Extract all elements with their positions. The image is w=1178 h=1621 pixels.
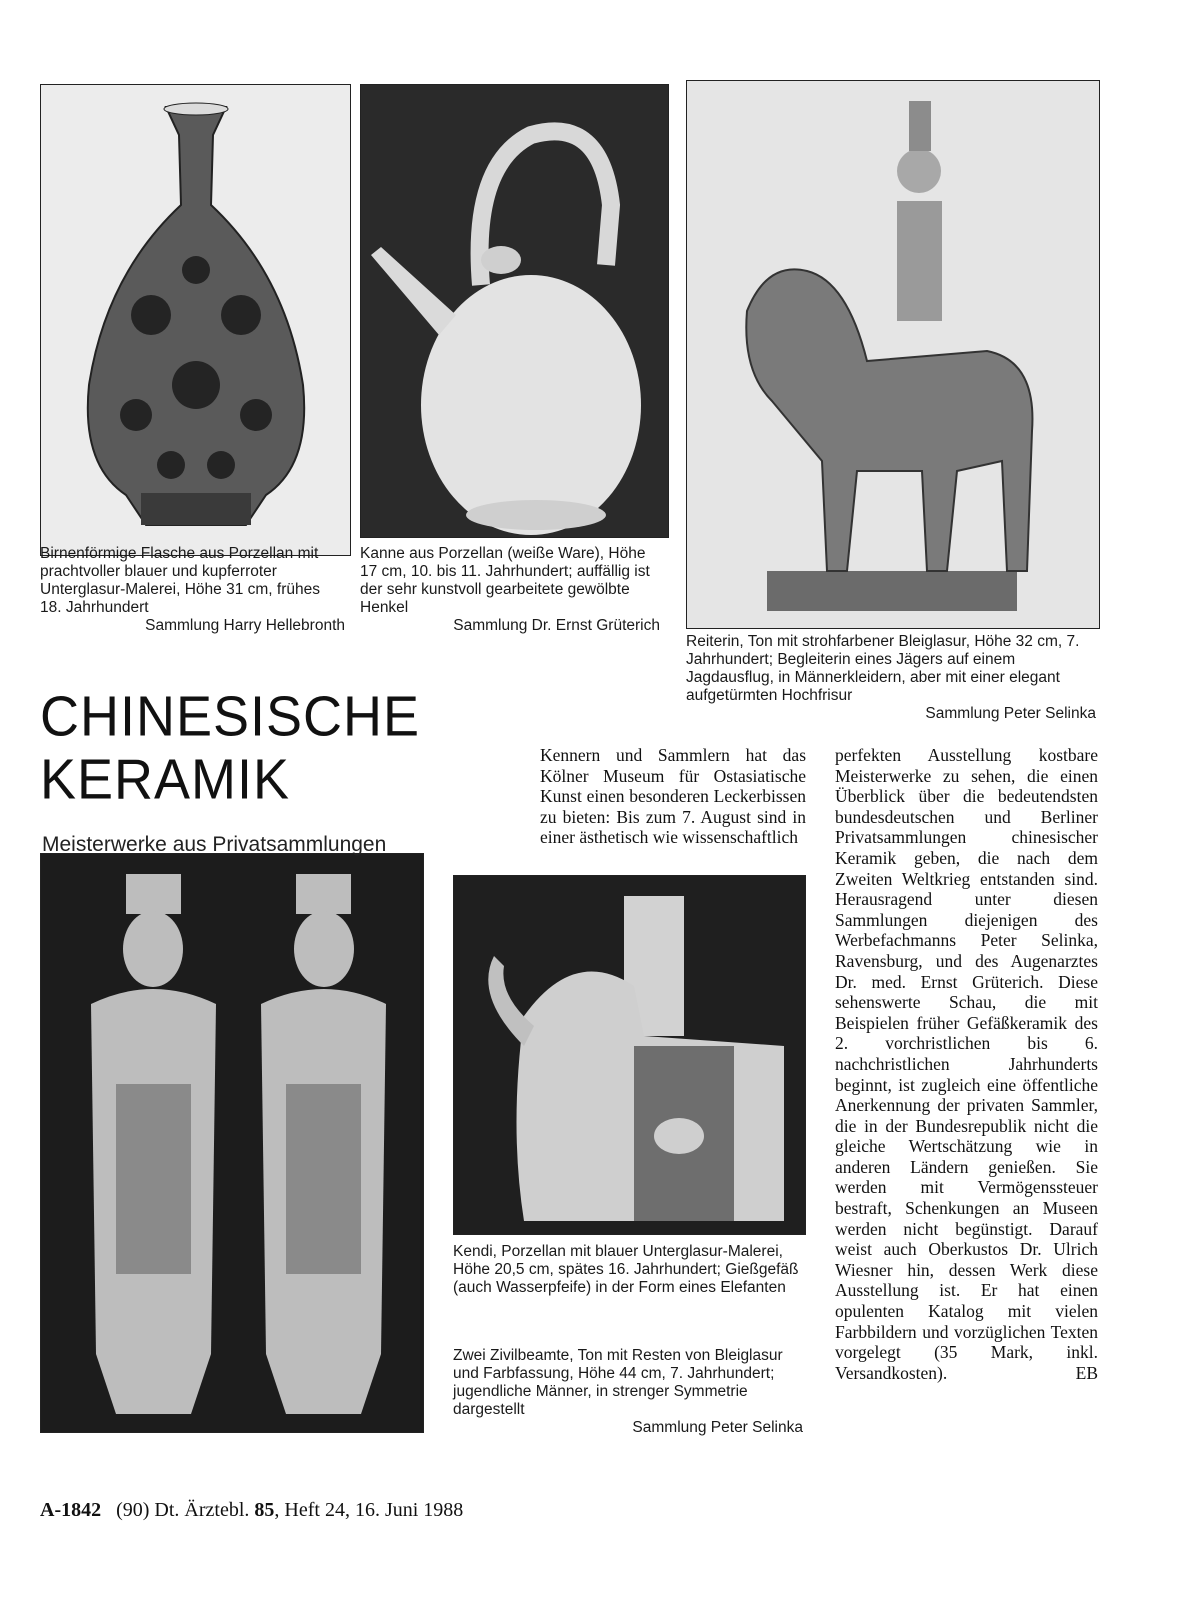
body-column-2 [835,745,1098,1384]
title-line-1: CHINESISCHE [40,685,421,748]
page-number: A-1842 [40,1499,102,1521]
volume-number: 85 [254,1499,275,1521]
ewer-caption [360,545,660,635]
author-signature: EB [1075,1363,1098,1384]
officials-photo [40,853,424,1433]
ewer-caption-text: Kanne aus Porzellan (weiße Ware), Höhe 17 cm, 10. bis 11. Jahrhundert; auffällig ist der sehr kunstvoll gearbeitete gewölbte Henkel [360,545,650,616]
vase-caption-text: Birnenförmige Flasche aus Porzellan mit prachtvoller blauer und kupferroter Unterglasur-Malerei, Höhe 31 cm, frühes 18. Jahrhundert [40,545,320,616]
article-title [40,685,420,811]
rider-caption-credit: Sammlung Peter Selinka [925,705,1096,722]
ewer-photo [360,84,669,538]
body-column-2-text: perfekten Ausstellung kostbare Meisterwerke zu sehen, die einen Überblick über die bedeutendsten bundesdeutschen und Berliner Privatsammlungen chinesischer Keramik geben, die nach dem Zweiten Weltkrieg entstanden sind. Herausragend unter diesen Sammlungen diejenigen des Werbefachmanns Peter Selinka, Ravensburg, und des Augenarztes Dr. med. Ernst Grüterich. Diese sehenswerte Schau, die mit Beispielen früher Gefäßkeramik des 2. vorchristlichen bis 6. nachchristlichen Jahrhunderts beginnt, ist zugleich eine öffentliche Anerkennung der privaten Sammler, die in der Bundesrepublik nicht die gleiche Wertschätzung wie in anderen Ländern genießen. Sie werden mit Vermögenssteuer bestraft, Schenkungen an Museen werden nicht begünstigt. Darauf weist auch Oberkustos Dr. Ulrich Wiesner hin, dessen Werk diese Ausstellung ist. Er hat einen opulenten Katalog mit vielen Farbbildern und vorzüglichen Texten vorgelegt (35 Mark, inkl. Versandkosten). [835,745,1098,1383]
rider-caption [686,633,1096,723]
vase-photo [40,84,351,556]
rider-photo [686,80,1100,629]
kendi-caption [453,1243,803,1297]
vase-caption-credit: Sammlung Harry Hellebronth [145,617,345,634]
journal-ref: (90) Dt. Ärztebl. [116,1499,250,1521]
officials-caption-text: Zwei Zivilbeamte, Ton mit Resten von Bleiglasur und Farbfassung, Höhe 44 cm, 7. Jahrhundert; jugendliche Männer, in strenger Symmetrie dargestellt [453,1347,783,1418]
kendi-photo [453,875,806,1235]
title-line-2: KERAMIK [40,748,291,811]
officials-caption [453,1347,803,1437]
officials-caption-credit: Sammlung Peter Selinka [632,1419,803,1436]
vase-caption [40,545,345,635]
kendi-caption-text: Kendi, Porzellan mit blauer Unterglasur-Malerei, Höhe 20,5 cm, spätes 16. Jahrhundert; Gießgefäß (auch Wasserpfeife) in der Form eines Elefanten [453,1243,799,1296]
article-subtitle: Meisterwerke aus Privatsammlungen [42,833,387,856]
body-column-1: Kennern und Sammlern hat das Kölner Museum für Ostasiatische Kunst einen besonderen Leckerbissen zu bieten: Bis zum 7. August sind in einer ästhetisch wie wissenschaftlich [540,745,806,848]
issue-info: , Heft 24, 16. Juni 1988 [274,1499,464,1521]
ewer-caption-credit: Sammlung Dr. Ernst Grüterich [453,617,660,634]
page-footer [40,1499,463,1522]
rider-caption-text: Reiterin, Ton mit strohfarbener Bleiglasur, Höhe 32 cm, 7. Jahrhundert; Begleiterin eines Jägers auf einem Jagdausflug, in Männerkleidern, aber mit einer elegant aufgetürmten Hochfrisur [686,633,1080,704]
